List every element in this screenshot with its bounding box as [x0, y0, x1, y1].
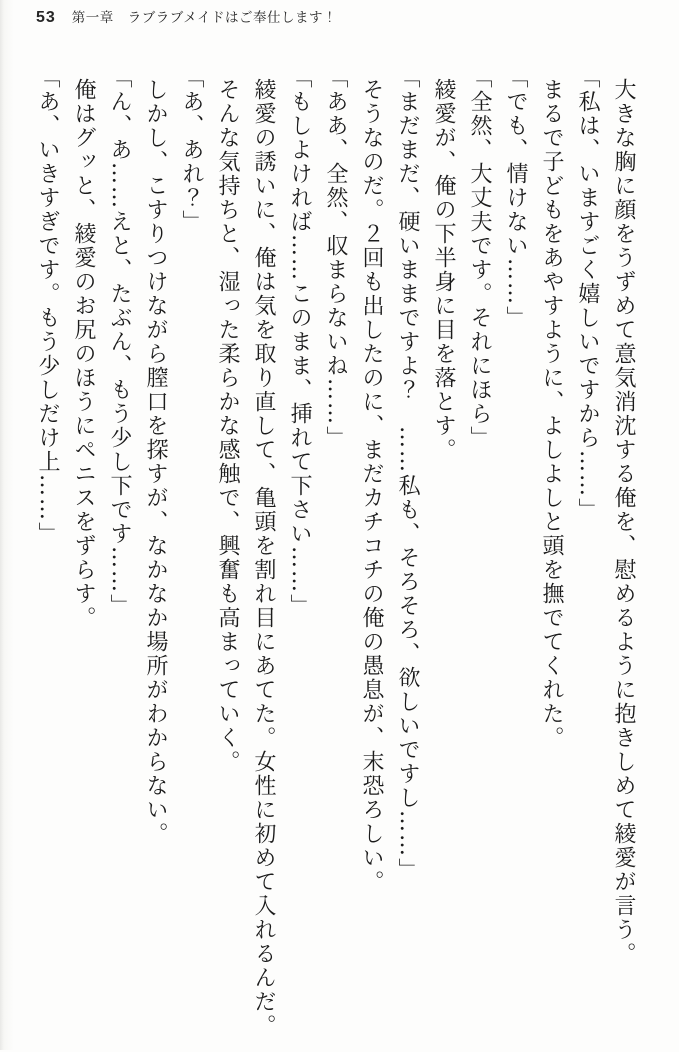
text-column-1: 大きな胸に顔をうずめて意気消沈する俺を、慰めるように抱きしめて綾愛が言う。 — [611, 78, 636, 966]
text-column-12: そんな気持ちと、湿った柔らかな感触で、興奮も高まっていく。 — [215, 78, 240, 774]
text-column-17: 「あ、いきすぎです。もう少しだけ上……」 — [35, 66, 60, 546]
text-column-2: 「私は、いますごく嬉しいですから……」 — [575, 66, 600, 522]
text-column-13: 「あ、あれ？」 — [179, 66, 204, 234]
chapter-title: 第一章 ラブラブメイドはご奉仕します！ — [71, 10, 337, 25]
text-column-15: 「ん、あ……えと、たぶん、もう少し下です……」 — [107, 66, 132, 618]
page-header — [36, 6, 337, 27]
text-column-8: そうなのだ。２回も出したのに、まだカチコチの俺の愚息が、末恐ろしい。 — [359, 78, 384, 894]
text-column-6: 綾愛が、俺の下半身に目を落とす。 — [431, 78, 456, 462]
text-column-10: 「もしよければ……このまま、挿れて下さい……」 — [287, 66, 312, 618]
text-column-11: 綾愛の誘いに、俺は気を取り直して、亀頭を割れ目にあてた。女性に初めて入れるんだ。 — [251, 78, 276, 1038]
text-column-5: 「全然、大丈夫です。それにほら」 — [467, 66, 492, 450]
text-column-7: 「まだまだ、硬いままですよ？ ……私も、そろそろ、欲しいですし……」 — [395, 66, 420, 882]
text-column-9: 「ああ、全然、収まらないね……」 — [323, 66, 348, 450]
text-column-16: 俺はグッと、綾愛のお尻のほうにペニスをずらす。 — [71, 78, 96, 630]
text-column-3: まるで子どもをあやすように、よしよしと頭を撫でてくれた。 — [539, 78, 564, 750]
text-column-14: しかし、こすりつけながら膣口を探すが、なかなか場所がわからない。 — [143, 78, 168, 846]
text-column-4: 「でも、情けない……」 — [503, 66, 528, 330]
page-text — [28, 66, 641, 1052]
page-number: 53 — [36, 9, 56, 26]
